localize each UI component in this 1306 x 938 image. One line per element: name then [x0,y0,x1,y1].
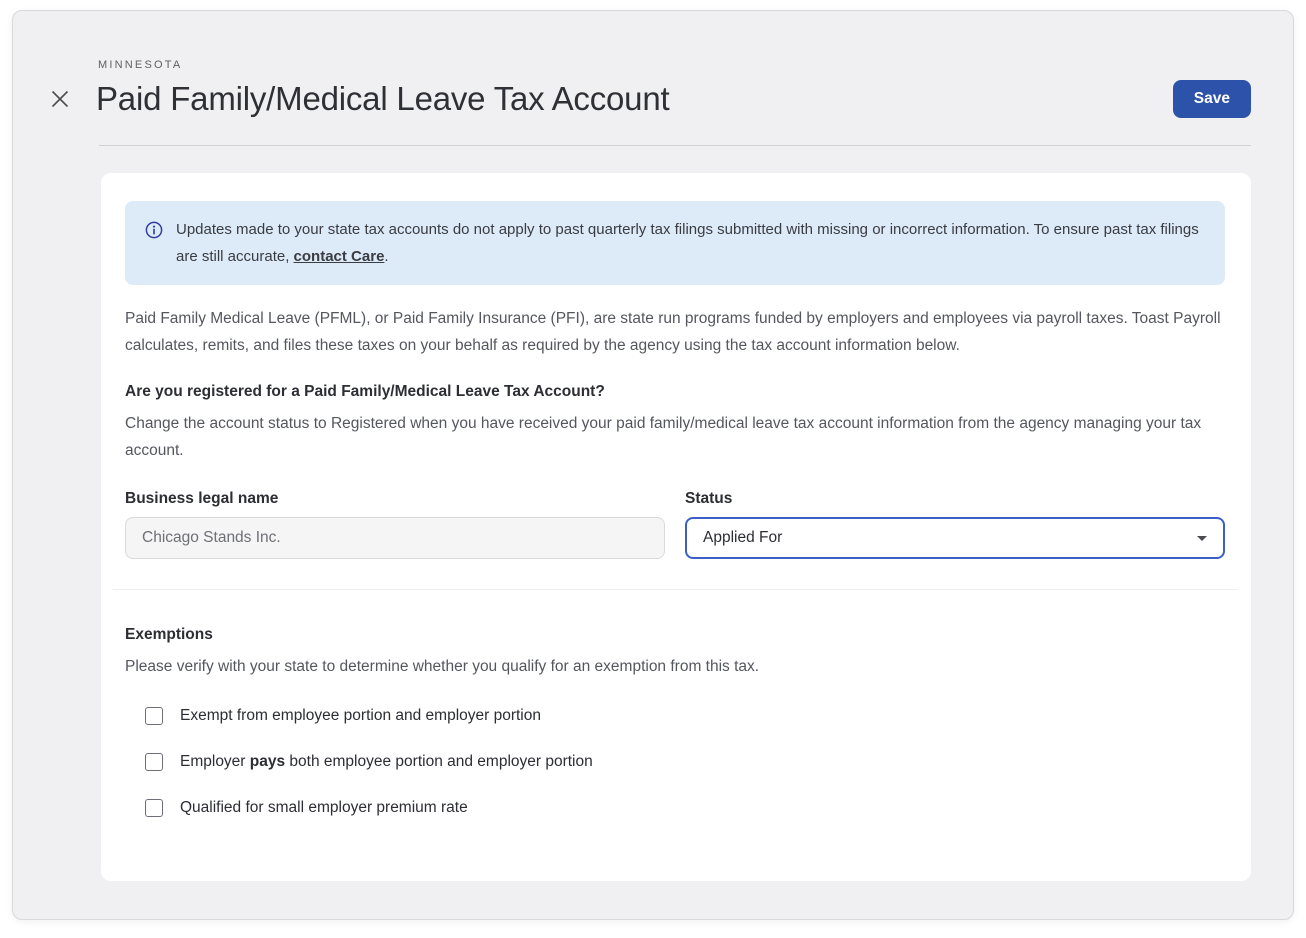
exemptions-help-text: Please verify with your state to determine whether you qualify for an exemption from this tax. [125,658,760,675]
chevron-down-icon [1197,536,1207,541]
checkbox[interactable] [145,707,163,725]
exemption-option-both-portions[interactable] [145,707,1225,725]
status-label: Status [685,490,733,507]
state-label: MINNESOTA [98,59,183,71]
business-legal-name-input [125,517,665,559]
label-suffix: both employee portion and employer portion [285,753,593,770]
close-icon [49,88,71,110]
checkbox-label: Exempt from employee portion and employer portion [180,707,541,724]
checkbox-label: Qualified for small employer premium rate [180,799,468,816]
business-legal-name-label: Business legal name [125,490,279,507]
account-form-row [125,490,1225,559]
pfml-description: Paid Family Medical Leave (PFML), or Paid Family Insurance (PFI), are state run programs funded by employers and employees via payroll taxes. Toast Payroll calculates, remits, and files these taxes on your behalf as required by the agency using the tax account information below. [125,310,1221,354]
banner-text-before: Updates made to your state tax accounts do not apply to past quarterly tax filings submitted with missing or incorrect information. To ensure past tax filings are still accurate, [176,221,1199,265]
banner-text-after: . [384,248,389,265]
checkbox-label [180,753,593,771]
registration-help-text: Change the account status to Registered when you have received your paid family/medical leave tax account information from the agency managing your tax account. [125,415,1202,459]
save-button[interactable]: Save [1173,80,1251,118]
panel-header [13,11,1293,118]
label-bold: pays [249,753,286,770]
close-button[interactable] [46,85,74,113]
info-banner [125,201,1225,285]
header-divider [99,145,1251,146]
content-card [101,173,1251,881]
section-divider [113,589,1237,590]
business-legal-name-field [125,490,665,559]
status-field [685,490,1225,559]
label-prefix: Employer [180,753,250,770]
exemption-option-small-employer[interactable] [145,799,1225,817]
registration-question: Are you registered for a Paid Family/Medical Leave Tax Account? [125,383,605,400]
pfml-tax-account-panel [12,10,1294,920]
checkbox[interactable] [145,799,163,817]
info-icon [145,221,163,239]
status-select[interactable] [685,517,1225,559]
status-selected-value: Applied For [703,529,783,546]
page-title: Paid Family/Medical Leave Tax Account [96,80,670,117]
exemptions-heading: Exemptions [125,626,213,643]
checkbox[interactable] [145,753,163,771]
contact-care-link[interactable]: contact Care [293,248,385,265]
info-banner-text [176,216,1201,270]
exemption-option-employer-pays[interactable] [145,753,1225,771]
